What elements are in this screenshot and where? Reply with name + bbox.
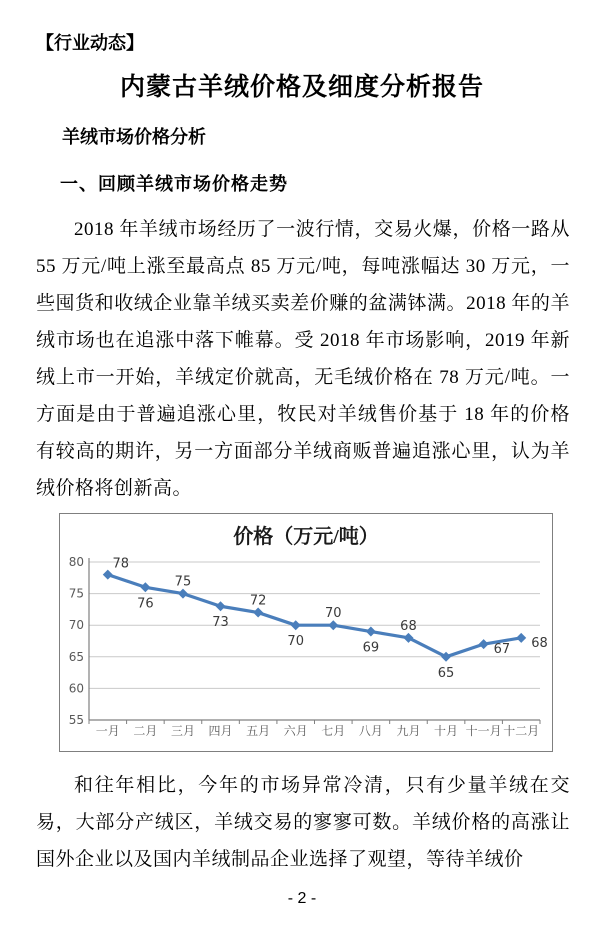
x-tick-label: 九月: [396, 723, 421, 738]
data-label: 72: [249, 593, 267, 609]
data-point-marker: [366, 626, 376, 636]
y-tick-label: 55: [68, 712, 84, 727]
y-tick-label: 65: [68, 649, 84, 664]
x-tick-label: 六月: [283, 723, 308, 738]
section-heading: 一、回顾羊绒市场价格走势: [60, 173, 288, 194]
x-tick-label: 四月: [208, 723, 233, 738]
y-tick-label: 80: [68, 554, 84, 569]
x-tick-label: 八月: [358, 723, 383, 738]
x-tick-label: 十一月: [465, 723, 502, 738]
chart-title: 价格（万元/吨）: [233, 525, 379, 548]
category-tag: 【行业动态】: [36, 32, 144, 53]
data-label: 69: [362, 640, 380, 656]
x-tick-label: 二月: [133, 723, 158, 738]
y-tick-label: 70: [68, 617, 84, 632]
data-label: 70: [287, 633, 304, 649]
data-label: 67: [493, 641, 511, 657]
data-label: 70: [325, 605, 342, 621]
price-chart: [59, 513, 553, 752]
data-label: 65: [437, 665, 455, 681]
data-point-marker: [103, 569, 113, 579]
data-point-marker: [253, 607, 263, 617]
data-point-marker: [516, 633, 526, 643]
data-label: 78: [112, 556, 130, 572]
paragraph-market-current: 和往年相比，今年的市场异常冷清，只有少量羊绒在交易，大部分产绒区，羊绒交易的寥寥可数。羊绒价格的高涨让国外企业以及国内羊绒制品企业选择了观望，等待羊绒价: [36, 774, 570, 870]
y-tick-label: 75: [68, 586, 84, 601]
data-point-marker: [479, 639, 489, 649]
x-tick-label: 三月: [170, 723, 195, 738]
y-tick-label: 60: [68, 681, 84, 696]
data-label: 68: [531, 635, 548, 651]
subtitle: 羊绒市场价格分析: [62, 126, 206, 147]
page-number: - 2 -: [287, 889, 317, 907]
data-label: 75: [174, 574, 192, 590]
x-tick-label: 五月: [246, 723, 271, 738]
data-point-marker: [216, 601, 226, 611]
data-label: 73: [212, 614, 229, 630]
x-tick-label: 一月: [95, 723, 120, 738]
price-line-chart-svg: [60, 514, 552, 751]
x-tick-label: 十月: [434, 723, 459, 738]
data-point-marker: [291, 620, 301, 630]
data-label: 68: [400, 618, 417, 634]
data-point-marker: [328, 620, 338, 630]
data-label: 76: [137, 596, 154, 612]
x-tick-label: 十二月: [503, 723, 540, 738]
data-point-marker: [178, 588, 188, 598]
x-tick-label: 七月: [321, 723, 346, 738]
data-point-marker: [140, 582, 150, 592]
page-title: 内蒙古羊绒价格及细度分析报告: [119, 73, 484, 101]
paragraph-market-review: 2018 年羊绒市场经历了一波行情，交易火爆，价格一路从 55 万元/吨上涨至最高点 85 万元/吨，每吨涨幅达 30 万元，一些囤货和收绒企业靠羊绒买卖差价赚的盆满钵满。2018 年的羊绒市场也在追涨中落下帷幕。受 2018 年市场影响，2019 年新绒上市一开始，羊绒定价就高，无毛绒价格在 78 万元/吨。一方面是由于普遍追涨心里，牧民对羊绒售价基于 18 年的价格有较高的期许，另一方面部分羊绒商贩普遍追涨心里，认为羊绒价格将创新高。: [36, 218, 570, 499]
price-line: [108, 574, 521, 656]
